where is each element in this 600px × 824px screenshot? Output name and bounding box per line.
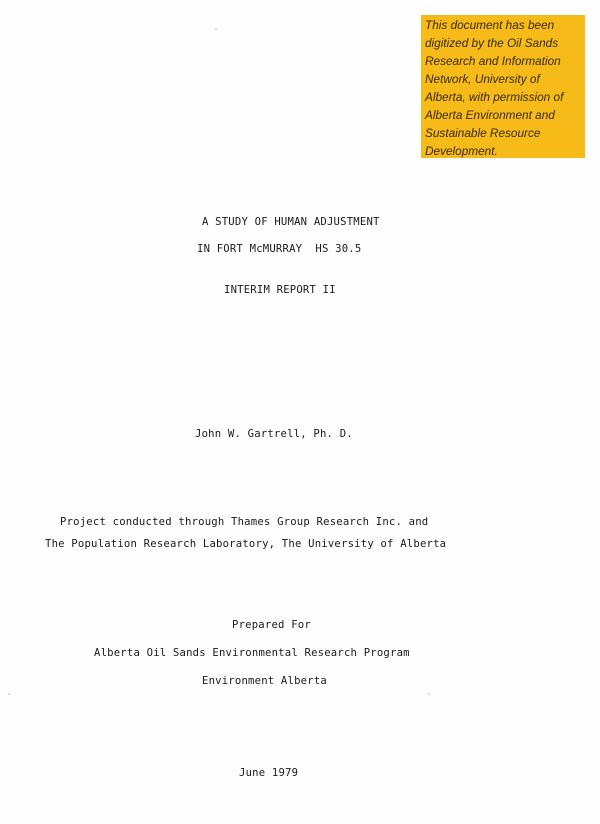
prepared-for-dept: Environment Alberta [202,675,327,687]
digitization-notice [421,15,585,158]
author: John W. Gartrell, Ph. D. [195,428,353,440]
notice-line: Alberta, with permission of [425,90,564,104]
scan-speck [8,693,10,695]
title-line-2: IN FORT McMURRAY HS 30.5 [197,243,362,255]
prepared-for-org: Alberta Oil Sands Environmental Research Program [94,647,410,659]
notice-line: Alberta Environment and [425,108,555,122]
scan-speck [428,693,430,695]
notice-line: Research and Information [425,54,561,68]
prepared-for-label: Prepared For [232,619,311,631]
notice-line: Network, University of [425,72,540,86]
notice-line: Development. [425,144,498,158]
project-line-1: Project conducted through Thames Group Research Inc. and [60,516,429,528]
report-date: June 1979 [239,767,299,779]
notice-line: digitized by the Oil Sands [425,36,559,50]
title-line-3: INTERIM REPORT II [224,284,336,296]
title-line-1: A STUDY OF HUMAN ADJUSTMENT [202,216,380,228]
scan-speck [215,28,217,30]
notice-line: This document has been [425,18,555,32]
project-line-2: The Population Research Laboratory, The University of Alberta [45,538,447,550]
notice-line: Sustainable Resource [425,126,541,140]
